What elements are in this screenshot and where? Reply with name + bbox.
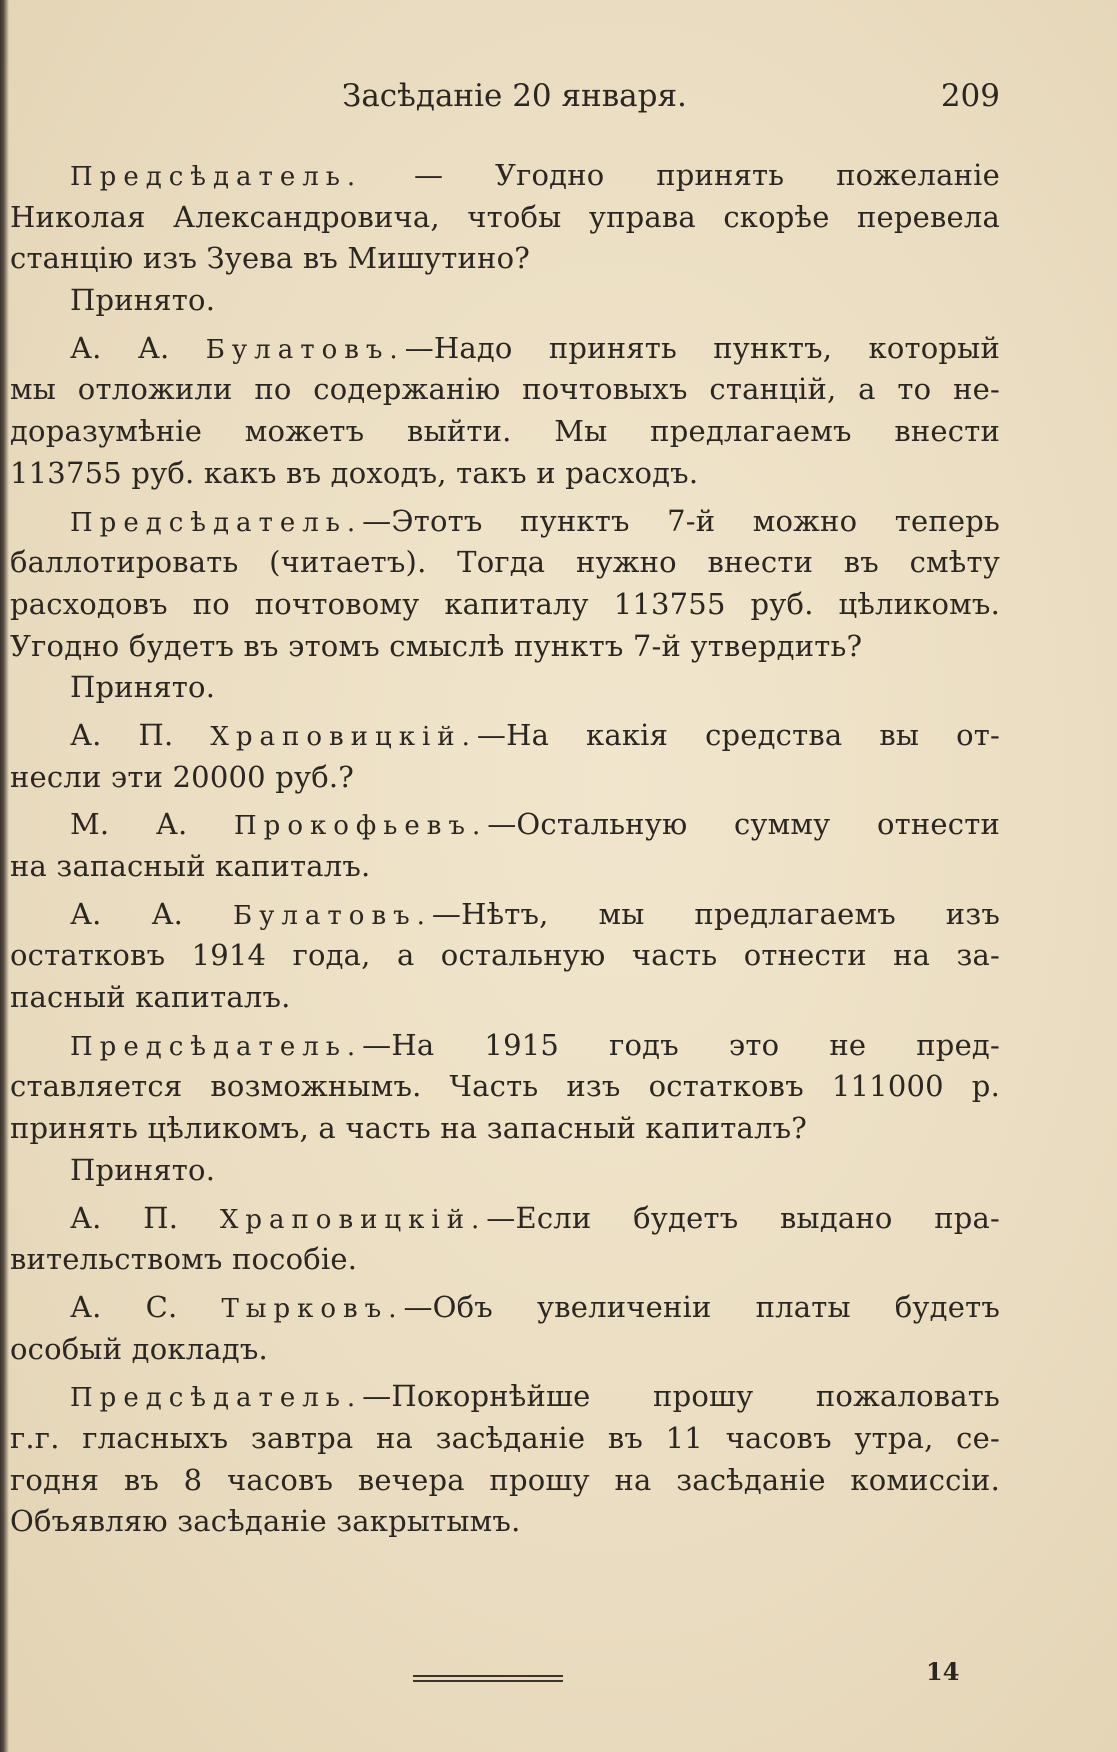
line-text: ставляется возможнымъ. Часть изъ остатковъ 111000 р. [10, 1069, 1000, 1104]
speaker-name: Предсѣдатель. [70, 1383, 363, 1414]
line-text: годня въ 8 часовъ вечера прошу на засѣданіе комиссіи. [10, 1462, 1000, 1497]
speaker-name: Прокофьевъ. [234, 811, 488, 842]
speaker-name: Булатовъ. [232, 900, 432, 931]
line-text: г.г. гласныхъ завтра на засѣданіе въ 11 часовъ утра, се- [10, 1420, 1000, 1455]
text-line [10, 977, 1000, 1019]
line-text: —Если будетъ выдано пра- [486, 1200, 1000, 1235]
line-text: баллотировать (читаетъ). Тогда нужно внести въ смѣту [10, 545, 1000, 580]
line-text: мы отложили по содержанію почтовыхъ станцій, а то не- [10, 372, 1000, 407]
line-text: принять цѣликомъ, а часть на запасный капиталъ? [10, 1111, 808, 1146]
text-line [10, 894, 1000, 936]
text-line [10, 1108, 1000, 1150]
speaker-initials: А. П. [70, 717, 211, 752]
text-line [10, 328, 1000, 370]
speaker-name: Предсѣдатель. [70, 1031, 363, 1062]
text-line [10, 1287, 1000, 1329]
line-text: Угодно будетъ въ этомъ смыслѣ пунктъ 7-й утвердить? [10, 628, 863, 663]
speaker-initials: А. А. [70, 330, 206, 365]
speaker-name: Булатовъ. [205, 334, 405, 365]
text-line [10, 804, 1000, 846]
text-line [10, 411, 1000, 453]
line-text: Принято. [70, 670, 216, 705]
page-number: 209 [940, 78, 1000, 114]
text-line [10, 369, 1000, 411]
line-text: — Угодно принять пожеланіе [362, 158, 1000, 192]
text-line [10, 1198, 1000, 1240]
speaker-name: Предсѣдатель. [70, 507, 363, 538]
text-line [10, 846, 1000, 888]
rule-line [413, 1680, 563, 1682]
line-text: станцію изъ Зуева въ Мишутино? [10, 241, 530, 276]
text-line [10, 626, 1000, 668]
line-text: —Покорнѣйше прошу пожаловать [362, 1379, 1000, 1414]
text-line [10, 1066, 1000, 1108]
text-line [10, 1501, 1000, 1543]
text-line [10, 542, 1000, 584]
text-line [10, 667, 1000, 709]
line-text: Принято. [70, 1152, 216, 1187]
line-text: доразумѣніе можетъ выйти. Мы предлагаемъ внести [10, 414, 1000, 449]
line-text: Принято. [70, 283, 216, 318]
text-line [10, 935, 1000, 977]
line-text: —На какія средства вы от- [476, 717, 1000, 752]
line-text: —Надо принять пунктъ, который [404, 330, 1000, 365]
line-text: Николая Александровича, чтобы управа скорѣе перевела [10, 199, 1000, 234]
running-title: Засѣданіе 20 января. [342, 78, 687, 114]
text-line [10, 1150, 1000, 1192]
text-line [10, 1025, 1000, 1067]
line-text: —Остальную сумму отнести [487, 807, 1001, 842]
text-line [10, 1376, 1000, 1418]
line-text: особый докладъ. [10, 1331, 268, 1366]
speaker-initials: А. А. [70, 896, 233, 931]
text-line [10, 280, 1000, 322]
binding-edge [0, 0, 9, 1752]
speaker-name: Храповицкій. [210, 721, 477, 752]
text-line [10, 238, 1000, 280]
rule-line [413, 1675, 563, 1677]
text-line [10, 453, 1000, 495]
line-text: остатковъ 1914 года, а остальную часть отнести на за- [10, 938, 1000, 973]
line-text: расходовъ по почтовому капиталу 113755 руб. цѣликомъ. [10, 586, 1000, 621]
speaker-initials: М. А. [70, 807, 234, 842]
text-line [10, 715, 1000, 757]
text-line [10, 584, 1000, 626]
signature-mark: 14 [926, 1657, 960, 1686]
text-line [10, 1460, 1000, 1502]
line-text: вительствомъ пособіе. [10, 1242, 358, 1277]
line-text: несли эти 20000 руб.? [10, 759, 355, 794]
line-text: 113755 руб. какъ въ доходъ, такъ и расходъ. [10, 455, 699, 490]
running-header [60, 78, 1000, 128]
speaker-name: Храповицкій. [219, 1204, 487, 1235]
line-text: —Этотъ пунктъ 7-й можно теперь [362, 503, 1000, 538]
speaker-name: Предсѣдатель. [70, 162, 363, 192]
line-text: —Объ увеличеніи платы будетъ [403, 1289, 1000, 1324]
text-line [10, 197, 1000, 239]
text-line [10, 155, 1000, 197]
text-line [10, 1418, 1000, 1460]
speaker-name: Тырковъ. [221, 1293, 404, 1324]
speaker-initials: А. П. [70, 1200, 220, 1235]
footer-double-rule [413, 1675, 563, 1683]
line-text: Объявляю засѣданіе закрытымъ. [10, 1504, 521, 1539]
line-text: на запасный капиталъ. [10, 849, 371, 883]
text-line [10, 757, 1000, 799]
text-line [10, 1239, 1000, 1281]
speaker-initials: А. С. [70, 1289, 222, 1324]
line-text: пасный капиталъ. [10, 980, 291, 1015]
line-text: —На 1915 годъ это не пред- [362, 1027, 1000, 1062]
page-body [10, 155, 1000, 1543]
text-line [10, 501, 1000, 543]
text-line [10, 1329, 1000, 1371]
line-text: —Нѣтъ, мы предлагаемъ изъ [431, 896, 1001, 931]
